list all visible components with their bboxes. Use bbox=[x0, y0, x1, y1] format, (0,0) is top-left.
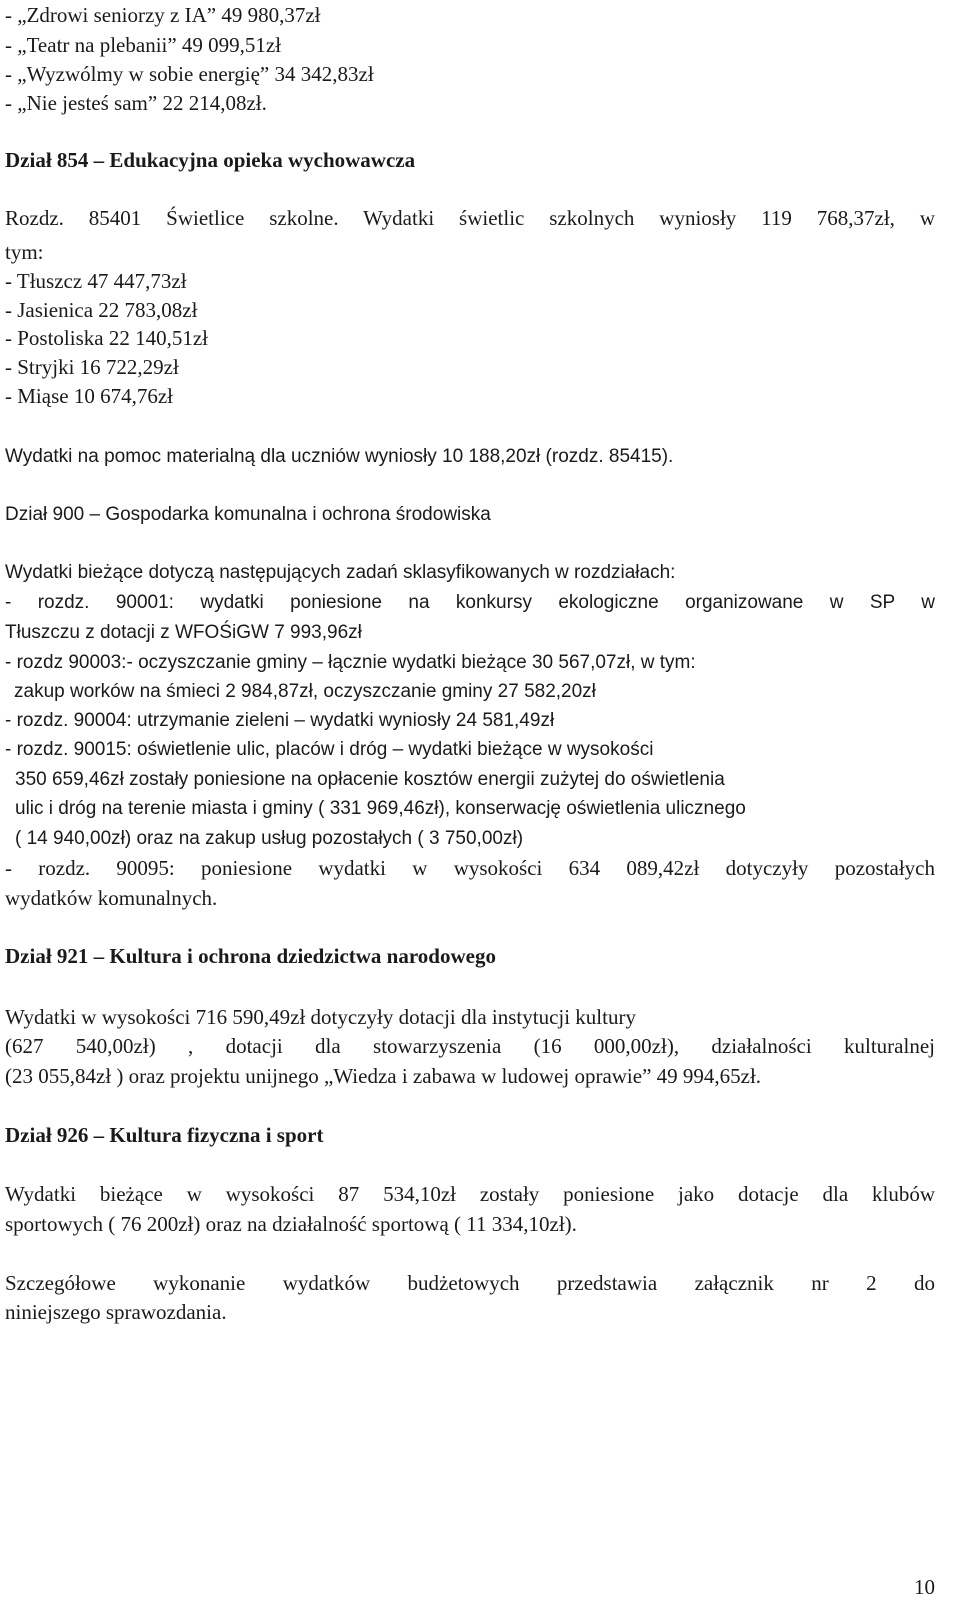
list-item: - rozdz. 90095: poniesione wydatki w wysokości 634 089,42zł dotyczyły pozostałych bbox=[5, 856, 935, 880]
paragraph-line: niniejszego sprawozdania. bbox=[5, 1300, 227, 1324]
list-item: - Miąse 10 674,76zł bbox=[5, 384, 173, 408]
paragraph-line: Rozdz. 85401 Świetlice szkolne. Wydatki świetlic szkolnych wyniosły 119 768,37zł, w bbox=[5, 206, 935, 230]
list-item: ulic i dróg na terenie miasta i gminy ( 331 969,46zł), konserwację oświetlenia ulicznego bbox=[15, 798, 746, 819]
list-item: - „Teatr na plebanii” 49 099,51zł bbox=[5, 33, 282, 57]
section-heading: Dział 921 – Kultura i ochrona dziedzictwa narodowego bbox=[5, 944, 496, 968]
list-item: Tłuszczu z dotacji z WFOŚiGW 7 993,96zł bbox=[5, 622, 362, 643]
section-heading: Dział 854 – Edukacyjna opieka wychowawcza bbox=[5, 148, 416, 172]
list-item: - rozdz. 90001: wydatki poniesione na konkursy ekologiczne organizowane w SP w bbox=[5, 592, 935, 613]
paragraph-line: (23 055,84zł ) oraz projektu unijnego „Wiedza i zabawa w ludowej oprawie” 49 994,65zł. bbox=[5, 1064, 762, 1088]
section-heading: Dział 900 – Gospodarka komunalna i ochrona środowiska bbox=[5, 504, 491, 525]
list-item: - rozdz 90003:- oczyszczanie gminy – łącznie wydatki bieżące 30 567,07zł, w tym: bbox=[5, 652, 696, 673]
paragraph-line: Szczegółowe wykonanie wydatków budżetowych przedstawia załącznik nr 2 do bbox=[5, 1271, 935, 1295]
paragraph-line: sportowych ( 76 200zł) oraz na działalność sportową ( 11 334,10zł). bbox=[5, 1212, 577, 1236]
section-heading: Dział 926 – Kultura fizyczna i sport bbox=[5, 1123, 324, 1147]
paragraph-line: Wydatki bieżące w wysokości 87 534,10zł zostały poniesione jako dotacje dla klubów bbox=[5, 1182, 935, 1206]
paragraph-line: Wydatki w wysokości 716 590,49zł dotyczyły dotacji dla instytucji kultury bbox=[5, 1005, 636, 1029]
list-item: - „Wyzwólmy w sobie energię” 34 342,83zł bbox=[5, 62, 374, 86]
paragraph-line: tym: bbox=[5, 240, 44, 264]
list-item: - rozdz. 90015: oświetlenie ulic, placów i dróg – wydatki bieżące w wysokości bbox=[5, 739, 654, 760]
list-item: zakup worków na śmieci 2 984,87zł, oczyszczanie gminy 27 582,20zł bbox=[14, 681, 596, 702]
paragraph-line: (627 540,00zł) , dotacji dla stowarzyszenia (16 000,00zł), działalności kulturalnej bbox=[5, 1034, 935, 1058]
list-item: - Postoliska 22 140,51zł bbox=[5, 326, 208, 350]
list-item: ( 14 940,00zł) oraz na zakup usług pozostałych ( 3 750,00zł) bbox=[15, 828, 524, 849]
list-item: - „Zdrowi seniorzy z IA” 49 980,37zł bbox=[5, 3, 321, 27]
list-item: - Stryjki 16 722,29zł bbox=[5, 355, 179, 379]
paragraph-line: Wydatki na pomoc materialną dla uczniów wyniosły 10 188,20zł (rozdz. 85415). bbox=[5, 446, 674, 467]
list-item: 350 659,46zł zostały poniesione na opłacenie kosztów energii zużytej do oświetlenia bbox=[15, 769, 725, 790]
paragraph-line: Wydatki bieżące dotyczą następujących zadań sklasyfikowanych w rozdziałach: bbox=[5, 562, 676, 583]
list-item: - rozdz. 90004: utrzymanie zieleni – wydatki wyniosły 24 581,49zł bbox=[5, 710, 555, 731]
list-item: - Tłuszcz 47 447,73zł bbox=[5, 269, 187, 293]
list-item: - Jasienica 22 783,08zł bbox=[5, 298, 198, 322]
list-item: - „Nie jesteś sam” 22 214,08zł. bbox=[5, 91, 267, 115]
page-number: 10 bbox=[914, 1575, 935, 1599]
list-item: wydatków komunalnych. bbox=[5, 886, 218, 910]
